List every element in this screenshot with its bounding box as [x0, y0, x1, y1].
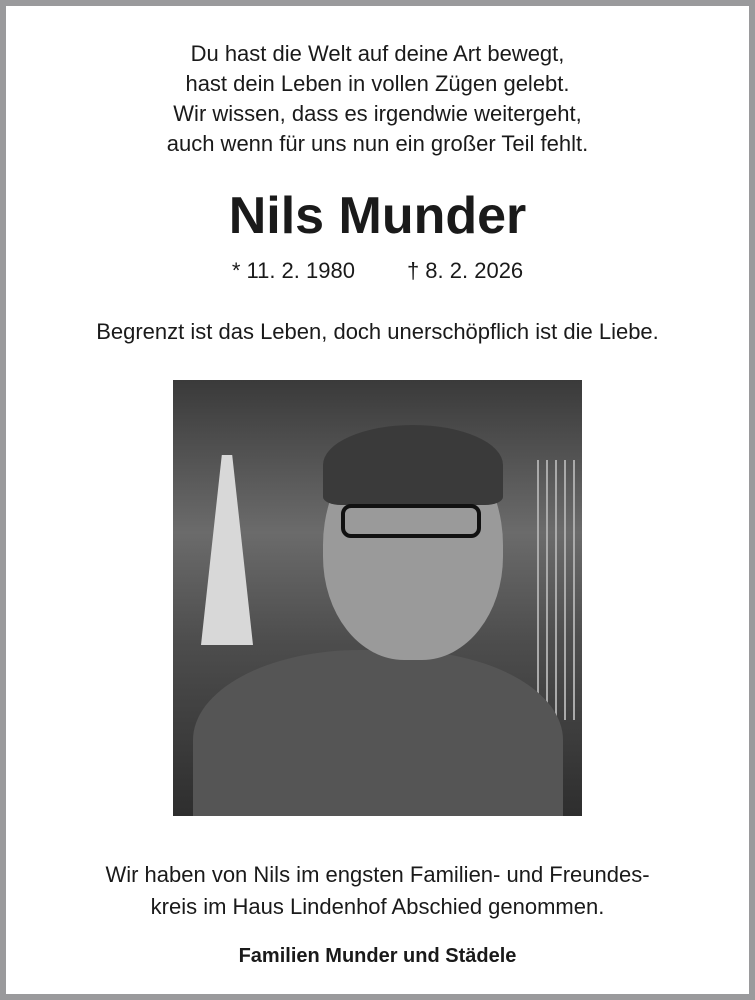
verse-line: auch wenn für uns nun ein großer Teil fehlt. — [166, 131, 589, 156]
portrait-photo — [173, 380, 582, 816]
birth-date: * 11. 2. 1980 — [231, 258, 355, 283]
verse-line: hast dein Leben in vollen Zügen gelebt. — [185, 71, 570, 96]
verse-line: Wir wissen, dass es irgendwie weitergeht, — [173, 101, 582, 126]
dates — [6, 256, 749, 286]
photo-jacket — [193, 650, 563, 816]
photo-glasses — [341, 504, 481, 538]
verse-line: Du hast die Welt auf deine Art bewegt, — [190, 41, 565, 66]
photo-hair — [323, 425, 503, 505]
death-date: † 8. 2. 2026 — [406, 258, 524, 283]
closing-line: kreis im Haus Lindenhof Abschied genommen. — [150, 894, 605, 919]
family-signature: Familien Munder und Städele — [238, 945, 517, 967]
obituary-card — [6, 6, 749, 994]
closing-text — [6, 859, 749, 923]
deceased-name: Nils Munder — [228, 187, 527, 245]
photo-umbrella — [201, 455, 253, 655]
photo-fence — [537, 460, 582, 720]
verse — [6, 39, 749, 159]
closing-line: Wir haben von Nils im engsten Familien- und Freundes- — [105, 862, 650, 887]
quote: Begrenzt ist das Leben, doch unerschöpflich ist die Liebe. — [96, 319, 659, 344]
